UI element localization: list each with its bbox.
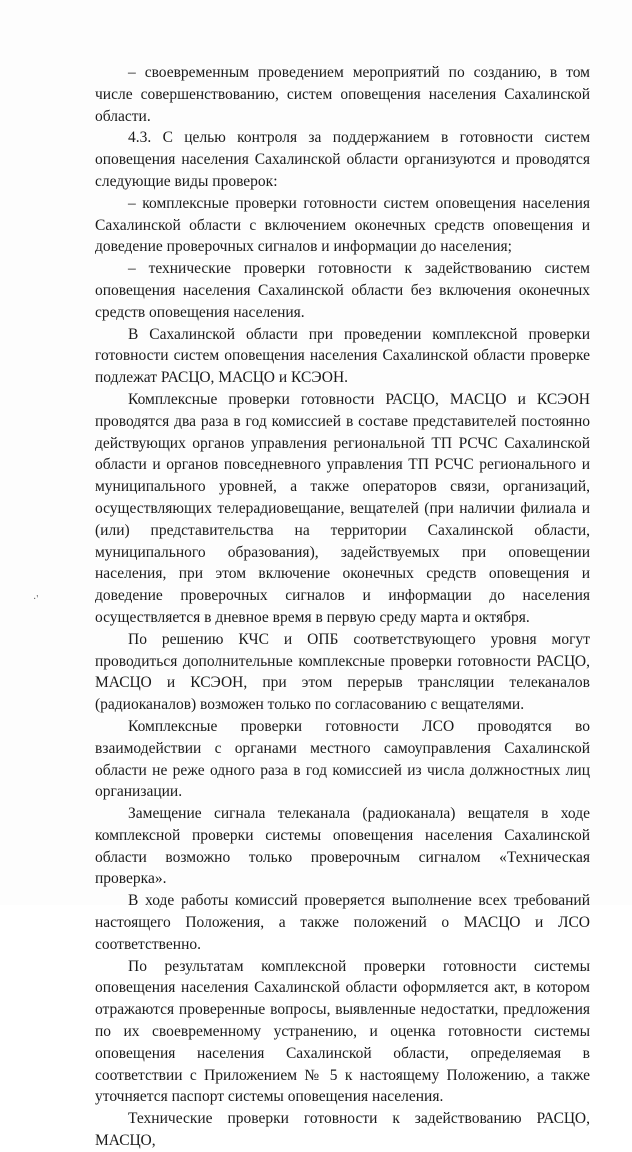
paragraph: Технические проверки готовности к задействованию РАСЦО, МАСЦО,: [95, 1110, 590, 1150]
document-body: [95, 62, 590, 1152]
paragraph: В Сахалинской области при проведении комплексной проверки готовности систем оповещения населения Сахалинской области проверке подлежат РАСЦО, МАСЦО и КСЭОН.: [95, 325, 590, 387]
paragraph: Комплексные проверки готовности РАСЦО, МАСЦО и КСЭОН проводятся два раза в год комиссией в составе представителей постоянно действующих органов управления региональной ТП РСЧС Сахалинской области и органов повседневного управления ТП РСЧС регионального и муниципального уровней, а также операторов связи, организаций, осуществляющих телерадиовещание, вещателей (при наличии филиала и (или) представительства на территории Сахалинской области, муниципального образования), задействуемых при оповещении населения, при этом включение оконечных средств оповещения и доведение проверочных сигналов и информации до населения осуществляется в дневное время в первую среду марта и октября.: [95, 390, 590, 626]
paragraph: Комплексные проверки готовности ЛСО проводятся во взаимодействии с органами местного самоуправления Сахалинской области не реже одного раза в год комиссией из числа должностных лиц организации.: [95, 717, 590, 801]
paragraph: Замещение сигнала телеканала (радиоканала) вещателя в ходе комплексной проверки системы оповещения населения Сахалинской области возможно только проверочным сигналом «Техническая проверка».: [95, 805, 590, 888]
paragraph: 4.3. С целью контроля за поддержанием в готовности систем оповещения населения Сахалинской области организуются и проводятся следующие виды проверок:: [95, 129, 590, 190]
paragraph: В ходе работы комиссий проверяется выполнение всех требований настоящего Положения, а также положений о МАСЦО и ЛСО соответственно.: [95, 892, 590, 953]
scan-artifact: ·': [33, 594, 39, 605]
paragraph: По результатам комплексной проверки готовности системы оповещения населения Сахалинской области оформляется акт, в котором отражаются проверенные вопросы, выявленные недостатки, предложения по их своевременному устранению, и оценка готовности системы оповещения населения Сахалинской области, определяемая в соответствии с Приложением № 5 к настоящему Положению, а также уточняется паспорт системы оповещения населения.: [95, 957, 590, 1106]
paragraph: – своевременным проведением мероприятий по созданию, в том числе совершенствованию, систем оповещения населения Сахалинской области.: [95, 64, 590, 125]
paragraph: – комплексные проверки готовности систем оповещения населения Сахалинской области с включением оконечных средств оповещения и доведение проверочных сигналов и информации до населения;: [95, 194, 590, 256]
paragraph: По решению КЧС и ОПБ соответствующего уровня могут проводиться дополнительные комплексные проверки готовности РАСЦО, МАСЦО и КСЭОН, при этом перерыв трансляции телеканалов (радиоканалов) возможен только по согласованию с вещателями.: [95, 630, 590, 714]
paragraph: – технические проверки готовности к задействованию систем оповещения населения Сахалинской области без включения оконечных средств оповещения населения.: [95, 260, 590, 321]
